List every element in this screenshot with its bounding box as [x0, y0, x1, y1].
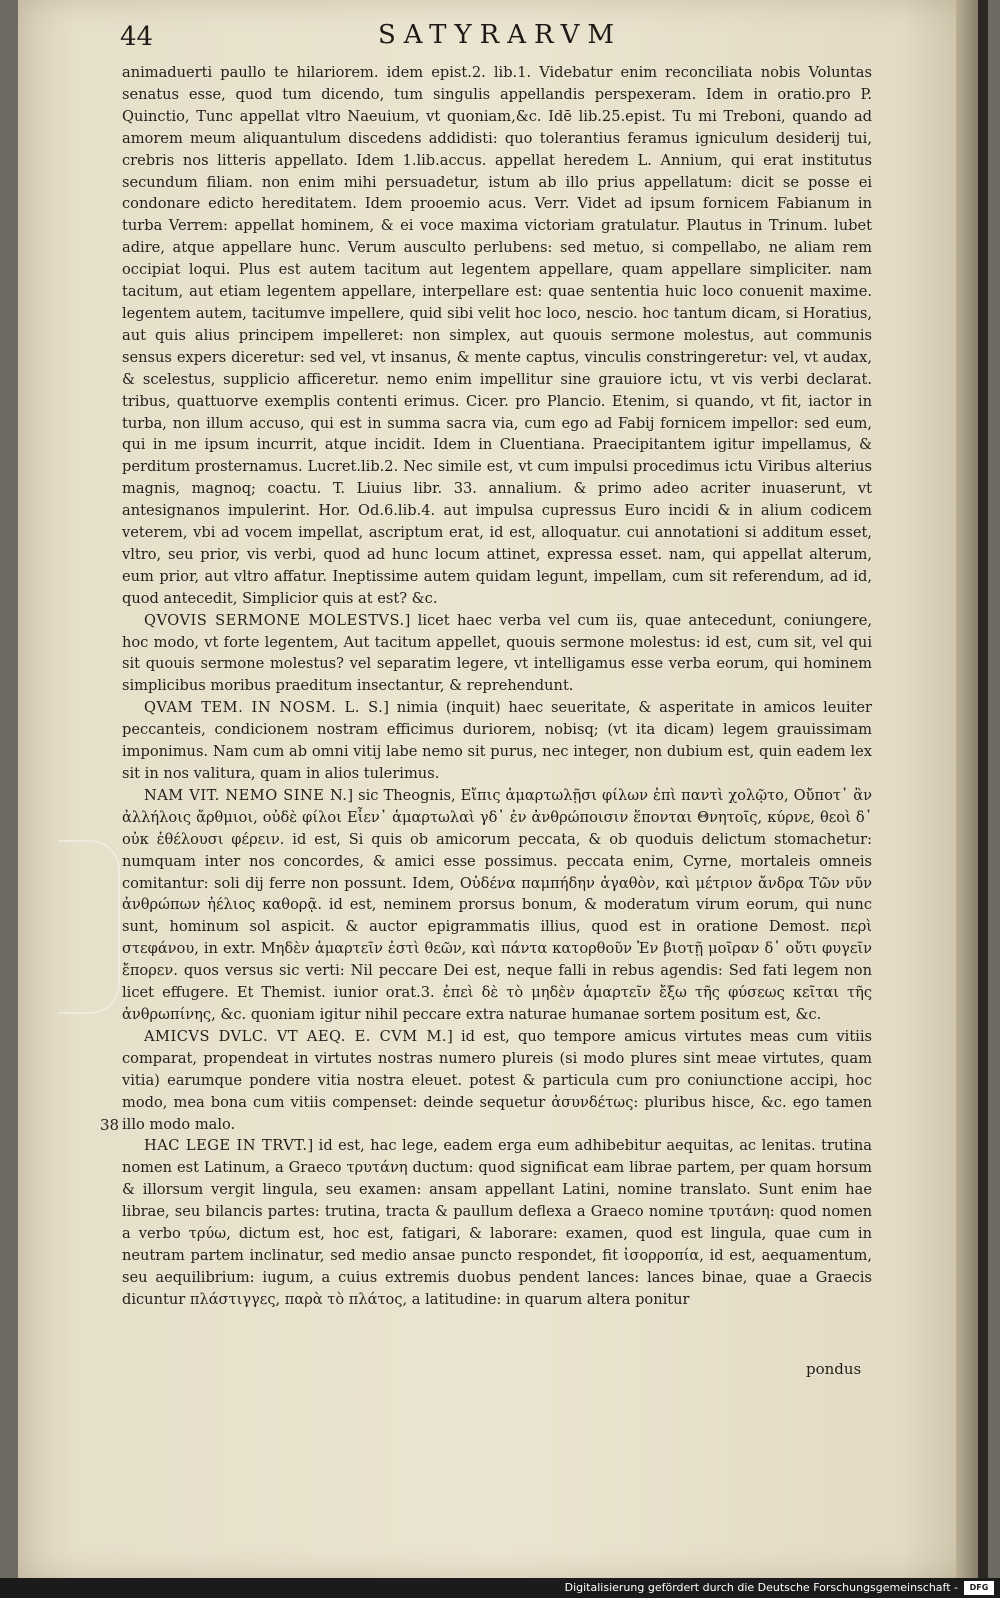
paragraph-4 [122, 785, 872, 1026]
dfg-logo: DFG [964, 1581, 994, 1595]
paragraph-2 [122, 610, 872, 698]
running-title: SATYRARVM [377, 20, 623, 50]
commentary-text [122, 62, 872, 1311]
lemma: QVAM TEM. IN NOSM. L. S. [144, 699, 384, 717]
lemma: AMICVS DVLC. VT AEQ. E. CVM M. [144, 1027, 448, 1045]
footer-credit: Digitalisierung gefördert durch die Deutsche Forschungsgemeinschaft - [564, 1581, 958, 1594]
margin-note: 38 [100, 1116, 120, 1134]
paragraph-text: ] sic Theognis, Εἴπις ἁμαρτωλῇσι φίλων ἐπὶ παντὶ χολῷτο, Οὔποτ᾽ ἂν ἀλλήλοις ἄρθμιοι, οὐδὲ φίλοι Εἶεν᾽ ἁμαρτωλαὶ γδ᾽ ἐν ἀνθρώποισιν ἕπονται Θνητοῖς, κύρνε, θεοὶ δ᾽ οὐκ ἐθέλουσι φέρειν. id est, Si quis ob amicorum peccata, & ob quoduis delictum stomachetur: numquam inter nos concordes, & amici esse possimus. peccata enim, Cyrne, mortaleis omneis comitantur: soli dij ferre non possunt. Idem, Οὐδένα παμπήδην ἀγαθὸν, καὶ μέτριον ἄνδρα Τῶν νῦν ἀνθρώπων ἠέλιος καθορᾷ. id est, neminem prorsus bonum, & moderatum virum eorum, qui nunc sunt, hominum sol aspicit. & auctor epigrammatis illius, quod est in oratione Demost. περὶ στεφάνου, in extr. Μηδὲν ἁμαρτεῖν ἐστὶ θεῶν, καὶ πάντα κατορθοῦν Ἐν βιοτῇ μοῖραν δ᾽ οὔτι φυγεῖν ἔπορεν. quos versus sic verti: Nil peccare Dei est, neque falli in rebus agendis: Sed fati legem non licet effugere. Et Themist. iunior orat.3. ἐπεὶ δὲ τὸ μηδὲν ἁμαρτεῖν ἔξω τῆς φύσεως κεῖται τῆς ἀνθρωπίνης, &c. quoniam igitur nihil peccare extra naturae humanae sortem positum est, &c. [122, 786, 872, 1023]
paragraph-text: ] id est, quo tempore amicus virtutes meas cum vitiis comparat, propendeat in virtutes nostras numero plureis (si modo plures sint meae virtutes, quam vitia) earumque pondere vitia nostra eleuet. potest & particula cum pro coniunctione accipi, hoc modo, mea bona cum vitiis compenset: deinde sequetur ἀσυνδέτως: pluribus hisce, &c. ego tamen illo modo malo. [122, 1027, 873, 1133]
page-gutter [956, 0, 978, 1578]
catchword: pondus [806, 1360, 862, 1378]
paragraph-6 [122, 1135, 872, 1310]
page-number: 44 [120, 22, 154, 52]
paragraph-text: ] nimia (inquit) haec seueritate, & asperitate in amicos leuiter peccanteis, condicionem nostram efficimus duriorem, nobisq; (vt ita dicam) legem grauissimam imponimus. Nam cum ab omni vitij labe nemo sit purus, nec integer, non dubium est, quin eadem lex sit in nos valitura, quam in alios tulerimus. [122, 699, 872, 782]
paper-stain [58, 840, 120, 1014]
lemma: HAC LEGE IN TRVT. [144, 1137, 308, 1155]
paragraph-3 [122, 697, 872, 785]
paragraph-1 [122, 62, 872, 610]
paragraph-text: animaduerti paullo te hilariorem. idem epist.2. lib.1. Videbatur enim reconciliata nobis Voluntas senatus esse, quod tum dicendo, tum singulis appellandis perspexeram. Idem in oratio.pro P. Quinctio, Tunc appellat vltro Naeuium, vt quoniam,&c. Idē lib.25.epist. Tu mi Treboni, quando ad amorem meum aliquantulum discedens addidisti: quo tolerantius feramus igniculum desiderij tui, crebris nos litteris appellato. Idem 1.lib.accus. appellat heredem L. Annium, qui erat institutus secundum filiam. non enim mihi persuadetur, istum ab illo prius appellatum: dicit se posse ei condonare edicto hereditatem. Idem prooemio acus. Verr. Videt ad ipsum fornicem Fabianum in turba Verrem: appellat hominem, & ei voce maxima victoriam gratulatur. Plautus in Trinum. lubet adire, atque appellare hunc. Verum ausculto perlubens: sed metuo, si compellabo, ne aliam rem occipiat loqui. Plus est autem tacitum aut legentem appellare, quam appellare simpliciter. nam tacitum, aut etiam legentem appellare, interpellare est: quae sententia huic loco conuenit maxime. legentem autem, tacitumve impellere, quid sibi velit hoc loco, nescio. hoc tantum dicam, si Horatius, aut quis alius principem impelleret: non simplex, aut quouis sermone molestus, aut communis sensus expers diceretur: sed vel, vt insanus, & mente captus, vinculis constringeretur: vel, vt audax, & scelestus, supplicio afficeretur. nemo enim impellitur sine grauiore ictu, vt vis verbi declarat. tribus, quattuorve exemplis contenti erimus. Cicer. pro Plancio. Etenim, si quando, vt fit, iactor in turba, non illum accuso, qui est in summa sacra via, cum ego ad Fabij fornicem impellor: sed eum, qui in me ipsum incurrit, atque incidit. Idem in Cluentiana. Praecipitantem igitur impellamus, & perditum prosternamus. Lucret.lib.2. Nec simile est, vt cum impulsi procedimus ictu Viribus alterius magnis, magnoq; coactu. T. Liuius libr. 33. annalium. & primo adeo acriter inuaserunt, vt antesignanos impulerint. Hor. Od.6.lib.4. aut impulsa cupressus Euro incidi & in alium codicem veterem, vbi ad vocem impellat, ascriptum erat, id est, alloquatur. cui annotationi si additum esset, vltro, seu prior, vis verbi, quod ad hunc locum attinet, expressa esset. nam, qui appellat alterum, eum prior, aut vltro affatur. Ineptissime autem quidam legunt, impellam, cum sit referendum, ad id, quod antecedit, Simplicior quis at est? &c. [122, 64, 872, 607]
paragraph-5 [122, 1026, 872, 1136]
page-header [120, 18, 880, 58]
lemma: NAM VIT. NEMO SINE N. [144, 786, 348, 804]
paragraph-text: ] id est, hac lege, eadem erga eum adhibebitur aequitas, ac lenitas. trutina nomen est Latinum, a Graeco τρυτάνη ductum: quod significat eam librae partem, per quam horsum & illorsum vergit lingula, seu examen: ansam appellant Latini, nomine translato. Sunt enim hae librae, seu bilancis partes: trutina, tracta & paullum deflexa a Graeco nomine τρυτάνη: quod nomen a verbo τρύω, dictum est, hoc est, fatigari, & laborare: examen, quod est lingula, quae cum in neutram partem inclinatur, sed medio ansae puncto respondet, fit ἰσορροπία, id est, aequamentum, seu aequilibrium: iugum, a cuius extremis duobus pendent lances: lances binae, quae a Graecis dicuntur πλάστιγγες, παρὰ τὸ πλάτος, a latitudine: in quarum altera ponitur [122, 1137, 872, 1308]
lemma: QVOVIS SERMONE MOLESTVS. [144, 611, 405, 629]
footer-bar [0, 1578, 1000, 1598]
paragraph-text: ] licet haec verba vel cum iis, quae antecedunt, coniungere, hoc modo, vt forte legentem, Aut tacitum appellet, quouis sermone molestus: id est, cum sit, vel qui sit quouis sermone molestus? vel separatim legere, vt intelligamus esse verba eorum, qui hominem simplicibus moribus praeditum insectantur, & reprehendunt. [122, 611, 872, 695]
